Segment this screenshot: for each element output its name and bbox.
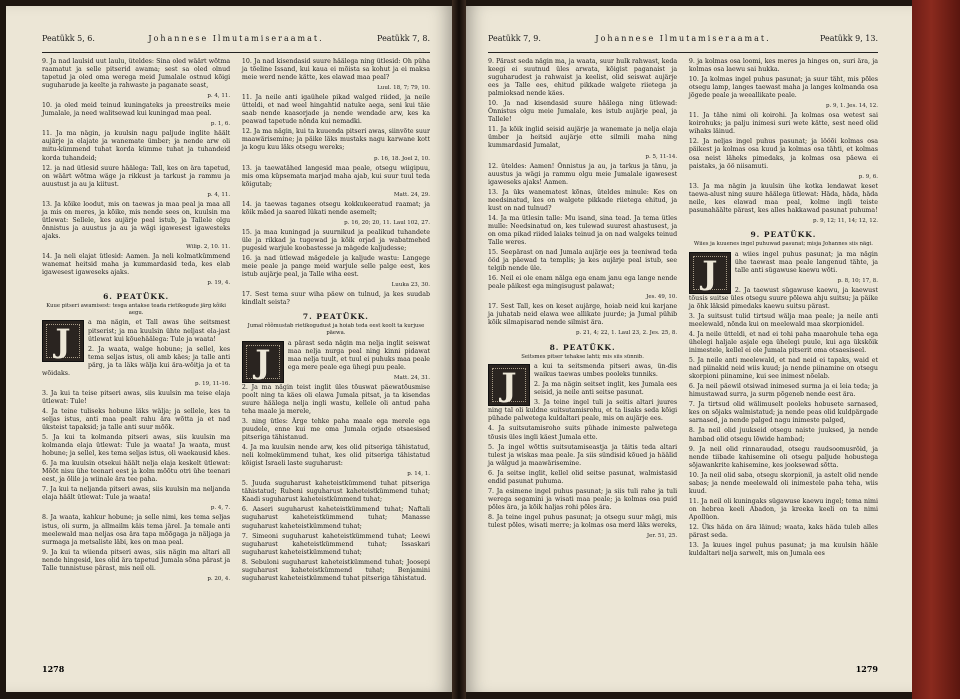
verse: 15. ja maa kuningad ja suurnikud ja pealikud tuhandete üle ja rikkad ja tugewad ja kõik orjad ja wabatmehed pugesid warjule koobastesse ja mägede kaljudesse; (241, 228, 430, 252)
cross-reference: p. 4, 11. (207, 191, 231, 198)
verse: 8. Sebuloni suguharust kaheteistkümmend tuhat; Joosepi suguharust kaheteistkümmend tuhat; Benjamini suguharust kaheteistkümmend tuhat pitseriga tähistatud. (241, 558, 430, 582)
verse: 9. ja kolmas osa loomi, kes meres ja hinges on, suri ära, ja kolmas osa laewu sai hukka. (688, 58, 878, 74)
verse: 10. ja oled meid teinud kuningateks ja preestreiks meie Jumalale, ja need walitsewad kui kuningad maa peal. (42, 102, 231, 118)
verse: 3. Ja teine ingel tuli ja seitis altari juures ning tal oli kuldne suitsutamisrohu, et ta lisaks seda kõigi pühade palwetega kuldaltari peale, mis on aujärje ees. (488, 399, 678, 423)
verse: 4. Ja teine tuliseks hobune läks wälja; ja sellele, kes ta seljas istus, anti maa pealt rahu ära wõtta ja et nad üksteist tapaksid; ja talle anti suur mõõk. (42, 407, 231, 432)
verse: 10. Ja neil olid saba, otsegu skorpionil, ja astelt olid nende sabas; ja nende meelewald oli inimestele paha teha, wiis kuud. (688, 471, 878, 495)
cross-reference: p. 19, 4. (207, 280, 231, 287)
page-number: 1279 (855, 664, 878, 674)
chapter-summary: Kuue pitseri awamisest: tesga antakse teada rietikogude järg kõiki aegu. (46, 303, 226, 316)
header-right: Peatükk 9, 13. (819, 34, 878, 43)
verse: 13. ja taewatähed langesid maa peale, otsegu wiigipuu, mis oma küpsemata marjad maha ajab, kui suur tuul teda kõigutab; (241, 164, 430, 188)
header-right: Peatükk 7, 8. (377, 34, 430, 43)
chapter-summary: Wiies ja kuuenes ingel puhuwad pasunat; misja Johannes siis nägi. (693, 240, 873, 247)
verse: 8. Ja neil olid juukseid otsegu naiste juuksed, ja nende hambad olid otsegu lõwide hambad; (688, 427, 878, 443)
verse: 4. Ja suitsutamisroho suits pühade inimeste palwetega tõusis üles ingli käest Jumala ette. (488, 425, 678, 441)
verse: 17. Sest Tall, kes on keset aujärge, hoiab neid kui karjane ja juhatab neid elawa wee allikate juurde; ja Jumal pühib kõik silmapisarad nende silmist ära. (488, 303, 678, 327)
verse: 10. Ja kolmas ingel puhus pasunat; ja suur täht, mis põles otsegu lamp, langes taewast maha ja langes kolmanda osa jõgede peale ja weeallikate peale. (688, 76, 878, 100)
verse: 12. Ja neljas ingel puhus pasunat; ja lööõi kolmas osa päikest ja kolmas osa kuud ja kolmas osa tähti, et kolmas osa neist läheks pimedaks, ja kolmas osa päewa ei paistaks, ja öö niisamuti. (688, 138, 878, 170)
verse: 8. Ja waata, kahkur hobune; ja selle nimi, kes tema seljas istus, oli surm, ja allmailm käis tema järel. Ja temale anti meelewald maa neljas osa ära tapa mõõgaga ja näljaga ja surmaga ja metsaliste läbi, kes on maa peal. (42, 514, 231, 546)
verse: 16. ja nad ütlewad mägedele ja kaljude wastu: Langege meie peale ja pange meid warjule selle palge eest, kes istub aujärje peal, ja Talle wiha eest. (241, 255, 430, 279)
text-column-2 (689, 58, 878, 560)
text-column-2 (242, 58, 430, 585)
cross-reference: Luul. 18, 7; 79, 10. (377, 85, 430, 92)
verse: 15. Seepärast on nad Jumala aujärje ees ja teeniwad teda ööd ja päewad ta templis; ja kes aujärje peal istub, see telgib nende üle. (488, 249, 678, 273)
cross-reference: Luuka 23, 30. (391, 282, 430, 289)
verse: 2. Ja ma nägin teist inglit üles tõuswat päewatõusmise poolt ning ta käes oli elawa Jumala pitsat, ja ta kisendas suure häälega nelja ingli wastu, kellele oli antud paha teha maale ja merele, (241, 383, 430, 415)
verse: 14. ja taewas taganes otsegu kokkukeeratud raamat; ja kõik mäed ja saared lükati nende asemelt; (241, 200, 430, 216)
cross-reference: Wilip. 2, 10. 11. (186, 243, 231, 250)
drop-cap-letter: J (702, 253, 718, 292)
cross-reference: p. 5, 11-14. (645, 153, 678, 160)
cross-reference: Matt. 24, 29. (393, 191, 430, 198)
cross-reference: p. 1, 6. (210, 121, 231, 128)
verse: 13. Ja kuues ingel puhus pasunat; ja ma kuulsin hääle kuldaltari nelja sarwelt, mis on Jumala ees (688, 542, 878, 558)
verse: 11. Ja tähe nimi oli koirohi. Ja kolmas osa wetest sai koirohuks; ja palju inimesi suri wete kätte, sest need olid wihaks läinud. (688, 112, 878, 136)
verse: 11. Ja neile anti igaühele pikad walged riided, ja neile ütteldi, et nad weel hingahtid natuke aega, seni kui täie saab nende kaasorjade ja nende wendade arw, kes ka peawad tapetude nõnda kui nemadki. (241, 94, 430, 126)
verse: 6. Ja ma kuulsin otsekui häält nelja elaja keskelt ütlewat: Mõõt nisu ühe teenari eest ja kolm mõõtu otri ühe teenari eest, ja õlile ja wiinale ära tee paha. (42, 460, 231, 484)
drop-cap-initial (689, 252, 731, 294)
verse: 12. Ja ma nägin, kui ta kuuenda pitseri awas, siinvõte suur maawärisemine; ja päike läks mustaks nagu karwane kott ja kogu kuu läks otsegu wereks; (241, 128, 430, 152)
cross-reference: p. 21, 4; 22, 1. Laul 23, 2. Jes. 25, 8. (576, 330, 678, 337)
header-center: Johannese Ilmutamiseraamat. (148, 34, 324, 43)
cross-reference: p. 16, 20; 20, 11. Laul 102, 27. (344, 219, 430, 226)
verse: 5. Ja kui ta kolmanda pitseri awas, siis kuulsin ma kolmanda elaja ütlewat: Tule ja waata! Ja waata, must hobune; ja sellel, kes tema seljas istus, oli waekausid käes. (42, 434, 231, 458)
drop-cap-letter: J (255, 342, 271, 381)
verse: 4. Ja neile ütteldi, et nad ei tohi paha maarohule teha ega ühelegi haljale asjale ega ühelegi puule, kui aga ükskõik inimestele, kellel ei ole Jumala pitserit oma otsaesiseel. (688, 330, 878, 355)
running-header (488, 34, 878, 48)
text-column-1 (488, 58, 677, 542)
left-page (6, 6, 452, 692)
verse: 5. Juuda suguharust kaheteistkümmend tuhat pitseriga tähistatud; Rubeni suguharust kaheteistkümmend tuhat; Kaadi suguharust kaheteistkümmend tuhat; (241, 480, 430, 504)
verse: 10. Ja nad kisendasid suure häälega ning ütlewad: Õnnistus olgu meie Jumalale, kes istub aujärje peal, ja Tallele! (488, 100, 678, 124)
verse: 12. Üks häda on ära läinud; waata, kaks häda tuleb alles pärast seda. (688, 523, 878, 540)
header-rule (488, 52, 878, 53)
chapter-summary: Jumal rõõmustab rietikogudust ja hoiab teda eest koolt ta kurjuse päewa. (247, 323, 425, 336)
verse: a pärast seda nägin ma nelja inglit seiswat maa nelja nurga peal ning kinni pidawat maa nelja tuult, et tuul ei puhuks maa peale ega mere peale ega ühegi puu peale. (287, 339, 430, 371)
verse: 3. Ja kui ta teise pitseri awas, siis kuulsin ma teise elaja ütlewat: Tule! (42, 389, 231, 405)
verse: 9. Ja neil olid rinnaraudad, otsegu raudsoomusrõid, ja nende tiibade kahisemine oli otsegu paljude hobustega sõjawankrite kahisemine, kes jooksewad sõtta. (688, 445, 878, 469)
verse: 7. Ja tirtsud olid wälimuselt pooleks hobusete sarnased, kes on sõjaks walmistatud; ja nende peas olid kuldpärgade sarnased, ja nende palged nagu inimeste palged, (688, 401, 878, 425)
cross-reference: p. 19, 11-16. (195, 380, 231, 387)
cross-reference: p. 20, 4. (207, 575, 231, 582)
cross-reference: p. 16, 18. Joel 2, 10. (373, 155, 430, 162)
drop-cap-letter: J (55, 322, 71, 361)
verse: 14. Ja neli elajat ütlesid: Aamen. Ja neli kolmatkümmend wanemat heitsid maha ja kummardasid teda, kes elab igawesest igaweseks ajaks. (42, 253, 231, 277)
verse: 6. Ja seitse inglit, kellel olid seitse pasunat, walmistasid endid pasunat puhuma. (488, 469, 678, 485)
verse: 5. Ja neile anti meelewald, et nad neid ei tapaks, waid et nad piinakid neid wiis kuud; ja nende piinamine on otsegu skorpioni piinamine, kui see inimest nõelab. (688, 357, 878, 381)
drop-cap-initial (242, 341, 284, 383)
cross-reference: Matt. 24, 31. (393, 374, 430, 381)
drop-cap-initial (42, 320, 84, 362)
verse: 3. ning ütles: Ärge tehke paha maale ega merele ega puudele, enne kui me oma Jumala orjade otsaesised pitseriga tähistanud. (241, 417, 430, 442)
verse: 6. Ja neil päewil otsiwad inimesed surma ja ei leia teda; ja himustawad surra, ja surm põgeneb nende eest ära. (688, 383, 878, 399)
book-cover-edge (912, 0, 960, 699)
right-page (466, 6, 912, 692)
verse: 3. Ja suitsust tulid tirtsud wälja maa peale; ja neile anti meelewald, nõnda kui on meelewald maa skorpionidel. (688, 312, 878, 328)
verse: 12. ja nad ütlesid suure häälega: Tall, kes on ära tapetud, on wäärt wõtma wäge ja rikkust ja tarkust ja rammu ja auustust ja au ja kiitust. (42, 164, 231, 188)
header-left: Peatükk 7, 9. (488, 34, 541, 43)
verse: 10. Ja nad kisendasid suure häälega ning ütlesid: Oh püha ja tõeline Issand, kui kaua ei mõista sa kohut ja ei maksa meie werd nende kätte, kes elawad maa peal? (241, 58, 430, 82)
verse: 13. Ja kõike loodut, mis on taewas ja maa peal ja maa all ja mis on meres, ja kõike, mis nende sees on, kuulsin ma ütlewat: Sellele, kes aujärje peal istub, ja Tallele olgu õnnistus ja auustus ja au ja wägi igawesest igawesteks ajaks. (42, 200, 231, 240)
verse: 6. Aaseri suguharust kaheteistkümmend tuhat; Naftali suguharust kaheteistkümmend tuhat; Manasse suguharust kaheteistkümmend tuhat; (241, 506, 430, 530)
chapter-summary: Seitsmes pitser tehakse lahti; mis siis sünnib. (521, 353, 644, 360)
verse: 13. Ja ma nägin ja kuulsin ühe kotka lendawat keset taewa-alust ning suure häälega ütlewat: Häda, häda, häda neile, kes elawad maa peal, kolme ingli teiste pasunahäälte pärast, kes alles hakkawad pasunat puhuma! (688, 182, 878, 214)
verse: 8. Ja teine ingel puhus pasunat; ja otsegu suur mägi, mis tulest põles, wisati merre; ja kolmas osa merd läks wereks, (488, 513, 678, 529)
verse: 7. Ja esimene ingel puhus pasunat; ja siis tuli rahe ja tuli werega segamini ja wisati maa peale; ja kolmas osa puid põles ära, ja kõik haljas rohi põles ära. (488, 487, 678, 511)
chapter-heading: 6. PEATÜKK. (103, 292, 170, 302)
verse: a ma nägin, et Tall awas ühe seitsmest pitserist; ja ma kuulsin ühte neljast ela-jast ütlewat kui kõuehäälega: Tule ja waata! (88, 319, 231, 343)
verse: a wiies ingel puhus pasunat; ja ma nägin ühe taewast maa peale langenud tähte, ja talle anti sügawuse kaewu wõti. (734, 250, 878, 274)
drop-cap-initial (488, 364, 530, 406)
verse: 16. Neil ei ole enam nälga ega enam janu ega lange nende peale päikest ega mingisugust palawat; (488, 275, 678, 291)
cross-reference: p. 9, 6. (858, 173, 878, 180)
verse: 4. Ja ma kuulsin nende arw, kes olid pitseriga tähistatud, neli kolmekümmend tuhat, kes olid pitseriga tähistatud kõigist Israeli laste suguharust: (241, 444, 430, 468)
verse: 9. Pärast seda nägin ma, ja waata, suur hulk rahwast, keda keegi ei suutnud üles arwata, kõigist paganaist ja suguharudest ja rahwaist ja keelist, olid seiswat aujärje ees ja Talle ees, ehitud pikkade walgete riietega ja palmioksad nende käes. (488, 58, 678, 98)
verse: 17. Sest tema suur wiha päew on tulnud, ja kes suudab kindlalt seista? (241, 291, 430, 307)
verse: 14. Ja ma ütlesin talle: Mu isand, sina tead. Ja tema ütles mulle: Needsinatud on, kes tulewad suurest ahastusest, ja on oma pikad riided laiaks teinud ja on nad walgeks teinud Talle weres. (488, 214, 678, 246)
cross-reference: p. 14, 1. (407, 471, 430, 478)
verse: 2. Ja taewust sügawuse kaewu, ja kaewust tõusis suitse üles otsegu suure põlewa ahju suitsu; ja päike ja õhk läksid pimedaks kaewu suitsu pärast. (688, 286, 878, 310)
header-center: Johannese Ilmutamiseraamat. (595, 34, 771, 43)
verse: 9. Ja nad laulsid uut laulu, üteldes: Sina oled wäärt wõtma raamatut ja selle pitserid awama; sest sa oled olnud tapetud ja oled oma werega meid Jumalale ostnud kõigi suguharude ja keelte ja rahwaste ja paganate seast, (42, 58, 231, 90)
cross-reference: p. 9, 1. Jes. 14, 12. (825, 103, 878, 110)
cross-reference: Jer. 51, 25. (646, 533, 678, 540)
cross-reference: Jes. 49, 10. (646, 294, 678, 301)
cross-reference: p. 8, 10; 17, 8. (837, 277, 878, 284)
verse: 5. Ja ingel wõttis suitsutamiseastja ja täitis teda altari tulest ja wiskas maa peale. Ja siis sündisid kõued ja häälid ja wälgud ja maawärisemine. (488, 443, 678, 467)
verse: 11. Ja kõik inglid seisid aujärje ja wanemate ja nelja elaja ümber ja heitsid aujärje ette silmili maha ning kummardasid Jumalat, (488, 126, 678, 150)
running-header (42, 34, 430, 48)
verse: 9. Ja kui ta wiienda pitseri awas, siis nägin ma altari all nende hingesid, kes olid ära tapetud Jumala sõna pärast ja Talle tunnistuse pärast, mis neil oli. (42, 548, 231, 572)
drop-cap-letter: J (501, 366, 517, 405)
cross-reference: p. 4, 7. (210, 505, 231, 512)
verse: 11. Ja neil oli kuningaks sügawuse kaewu ingel; tema nimi on hebrea keeli Abadon, ja kreeka keeli on ta nimi Apollüon. (688, 497, 878, 521)
book-gutter (452, 0, 466, 699)
chapter-heading: 7. PEATÜKK. (302, 312, 369, 322)
text-column-1 (42, 58, 230, 585)
cross-reference: p. 4, 11. (207, 93, 231, 100)
header-left: Peatükk 5, 6. (42, 34, 95, 43)
verse: 2. Ja ma nägin seitset inglit, kes Jumala ees seisid, ja neile anti seitse pasunat. (534, 381, 678, 397)
verse: 11. Ja ma nägin, ja kuulsin nagu paljude inglite häält aujärje ja elajate ja wanemate ümber; ja nende arw oli mitu-kümmend tuhat korda kümme tuhat ja tuhandeid korda tuhandeid; (42, 130, 231, 162)
cross-reference: p. 9, 12; 11, 14; 12, 12. (813, 217, 878, 224)
page-number: 1278 (42, 664, 65, 674)
chapter-heading: 9. PEATÜKK. (750, 229, 817, 239)
verse: 13. Ja üks wanematest kõnas, üteldes minule: Kes on needsinatud, kes on walgete pikkade riietega ehitud, ja kust on nad tulnud? (488, 188, 678, 212)
verse: 7. Simeoni suguharust kaheteistkümmend tuhat; Leewi suguharust kaheteistkümmend tuhat; Issaskari suguharust kaheteistkümmend tuhat; (241, 532, 430, 556)
verse: 12. üteldes: Aamen! Õnnistus ja au, ja tarkus ja tänu, ja auustus ja wägi ja rammu olgu meie Jumalale igawesest igaweseks ajaks! Aamen. (488, 162, 678, 186)
header-rule (42, 52, 430, 53)
verse: a kui ta seitsmenda pitseri awas, ün-dis waikus taewas umbes pooleks tunniks. (534, 363, 678, 379)
chapter-heading: 8. PEATÜKK. (549, 342, 616, 352)
verse: 2. Ja waata, walge hobune; ja sellel, kes tema seljas istus, oli amb käes; ja talle anti pärg, ja ta läks wälja kui ära-wõitja ja et ta wõidaks. (42, 345, 231, 377)
verse: 7. Ja kui ta neljanda pitseri awas, siis kuulsin ma neljanda elaja häält ütlewat: Tule ja waata! (42, 486, 231, 502)
